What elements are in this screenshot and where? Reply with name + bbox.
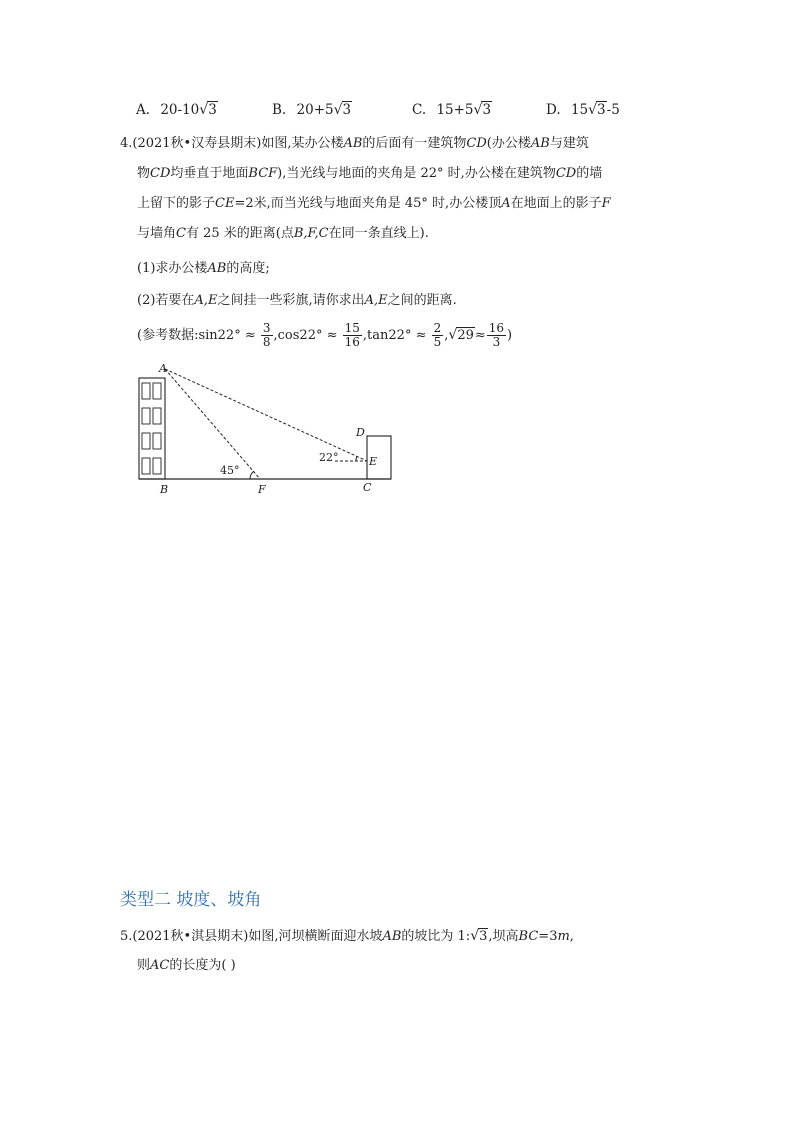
sqrt-icon: √ [199, 102, 209, 118]
q4-diagram [130, 360, 410, 500]
text: 的长度为( ) [169, 958, 236, 973]
q5-line-2 [137, 953, 236, 979]
label-e: E [369, 455, 378, 468]
numerator: 3 [262, 321, 271, 336]
angle-45-arc [250, 471, 254, 479]
q4-line-2 [137, 161, 602, 187]
text: 在同一条直线上). [328, 226, 429, 241]
section-title: 类型二 坡度、坡角 [120, 890, 262, 910]
text: ,tan22° ≈ [362, 328, 427, 343]
text: , [444, 328, 449, 343]
option-value: 15 [570, 102, 589, 118]
text: 的后面有一建筑物 [362, 136, 467, 151]
q4-line-1 [120, 131, 589, 157]
denominator: 5 [433, 335, 442, 349]
option-d[interactable] [546, 102, 620, 118]
radicand: 3 [482, 102, 492, 118]
sqrt-icon: √ [588, 102, 598, 118]
sqrt-icon: √ [473, 102, 483, 118]
radicand: 3 [208, 102, 217, 118]
sqrt-icon: √ [470, 928, 480, 944]
var: AC [150, 958, 170, 973]
var: AB [382, 929, 402, 944]
fraction-sqrt [487, 322, 506, 348]
option-value: 15+5 [436, 102, 474, 118]
var: B,F,C [293, 226, 329, 241]
option-c[interactable] [412, 102, 492, 118]
sqrt-icon: √ [333, 102, 343, 118]
fraction-tan [432, 322, 444, 348]
q5-line-1 [120, 923, 574, 950]
text: 的高度; [226, 261, 270, 276]
numerator: 2 [433, 321, 442, 336]
denominator: 8 [262, 335, 271, 349]
building-windows [142, 383, 161, 474]
denominator: 3 [492, 335, 501, 349]
var: CD [555, 166, 577, 181]
fraction-sin [261, 322, 273, 348]
question-number: 5. [120, 929, 133, 944]
text: ) [507, 328, 513, 343]
text: (参考数据:sin22° ≈ [137, 328, 256, 343]
option-value: 20+5 [296, 102, 334, 118]
denominator: 16 [344, 335, 360, 349]
text: 如图,某办公楼 [261, 136, 344, 151]
label-c: C [363, 481, 372, 494]
q4-sub-1 [137, 256, 270, 282]
question-source: (2021秋•淇县期末) [132, 929, 249, 944]
text: ),当光线与地面的夹角是 22° 时,办公楼在建筑物 [277, 166, 556, 181]
text: 之间挂一些彩旗,请你求出 [217, 293, 365, 308]
var: AB [530, 136, 550, 151]
var: A,E [364, 293, 388, 308]
q4-line-3 [137, 191, 611, 217]
option-b[interactable] [272, 102, 352, 118]
var: BCF [248, 166, 278, 181]
q4-line-4 [137, 221, 429, 247]
var: CD [466, 136, 487, 151]
text: 与墙角 [137, 226, 177, 241]
ray-af [165, 369, 260, 479]
text: 均垂直于地面 [170, 166, 249, 181]
ray-ae [165, 369, 367, 461]
label-b: B [160, 483, 169, 496]
q4-sub-2 [137, 288, 457, 314]
radicand: 29 [457, 328, 474, 343]
text: 物 [137, 166, 151, 181]
text: 如图,河坝横断面迎水坡 [248, 929, 383, 944]
var: CD [150, 166, 171, 181]
numerator: 15 [344, 321, 360, 336]
text: =2米,而当光线与地面夹角是 45° 时,办公楼顶 [234, 196, 502, 211]
text: 在地面上的影子 [510, 196, 602, 211]
angle-22-arc [356, 456, 357, 461]
var: F [601, 196, 611, 211]
radicand: 3 [597, 102, 606, 118]
radicand: 3 [342, 102, 352, 118]
option-value-tail: -5 [606, 102, 620, 118]
sqrt-icon: √ [448, 327, 458, 343]
option-label: A. [136, 102, 151, 118]
text: 则 [137, 958, 151, 973]
option-label: B. [272, 102, 287, 118]
option-a[interactable] [136, 102, 218, 118]
text: 有 25 米的距离(点 [185, 226, 294, 241]
label-d: D [356, 426, 365, 439]
var: A [501, 196, 511, 211]
text: , [569, 929, 574, 944]
label-a: A [159, 362, 167, 375]
option-label: C. [412, 102, 427, 118]
var: AB [207, 261, 227, 276]
text: (2)若要在 [137, 293, 195, 308]
text: (1)求办公楼 [137, 261, 208, 276]
unit: m [557, 929, 570, 944]
label-angle-22: 22° [319, 451, 339, 464]
text: ,坝高 [488, 929, 519, 944]
question-source: (2021秋•汉寿县期末) [132, 136, 262, 151]
radicand: 3 [479, 929, 488, 944]
text: =3 [538, 929, 558, 944]
text: ≈ [474, 328, 486, 343]
text: 的坡比为 1: [401, 929, 471, 944]
var: AB [343, 136, 363, 151]
var: C [176, 226, 186, 241]
text: ,cos22° ≈ [273, 328, 338, 343]
text: 的墙 [576, 166, 603, 181]
fraction-cos [343, 322, 362, 348]
text: 上留下的影子 [137, 196, 216, 211]
numerator: 16 [488, 321, 505, 336]
var: CE [215, 196, 235, 211]
question-number: 4. [120, 136, 133, 151]
q4-reference-data [137, 318, 512, 353]
label-angle-45: 45° [220, 464, 240, 477]
option-value: 20-10 [160, 102, 200, 118]
text: 与建筑 [549, 136, 589, 151]
text: (办公楼 [486, 136, 531, 151]
option-label: D. [546, 102, 561, 118]
var: BC [518, 929, 539, 944]
var: A,E [194, 293, 218, 308]
label-f: F [258, 483, 266, 496]
text: 之间的距离. [387, 293, 457, 308]
